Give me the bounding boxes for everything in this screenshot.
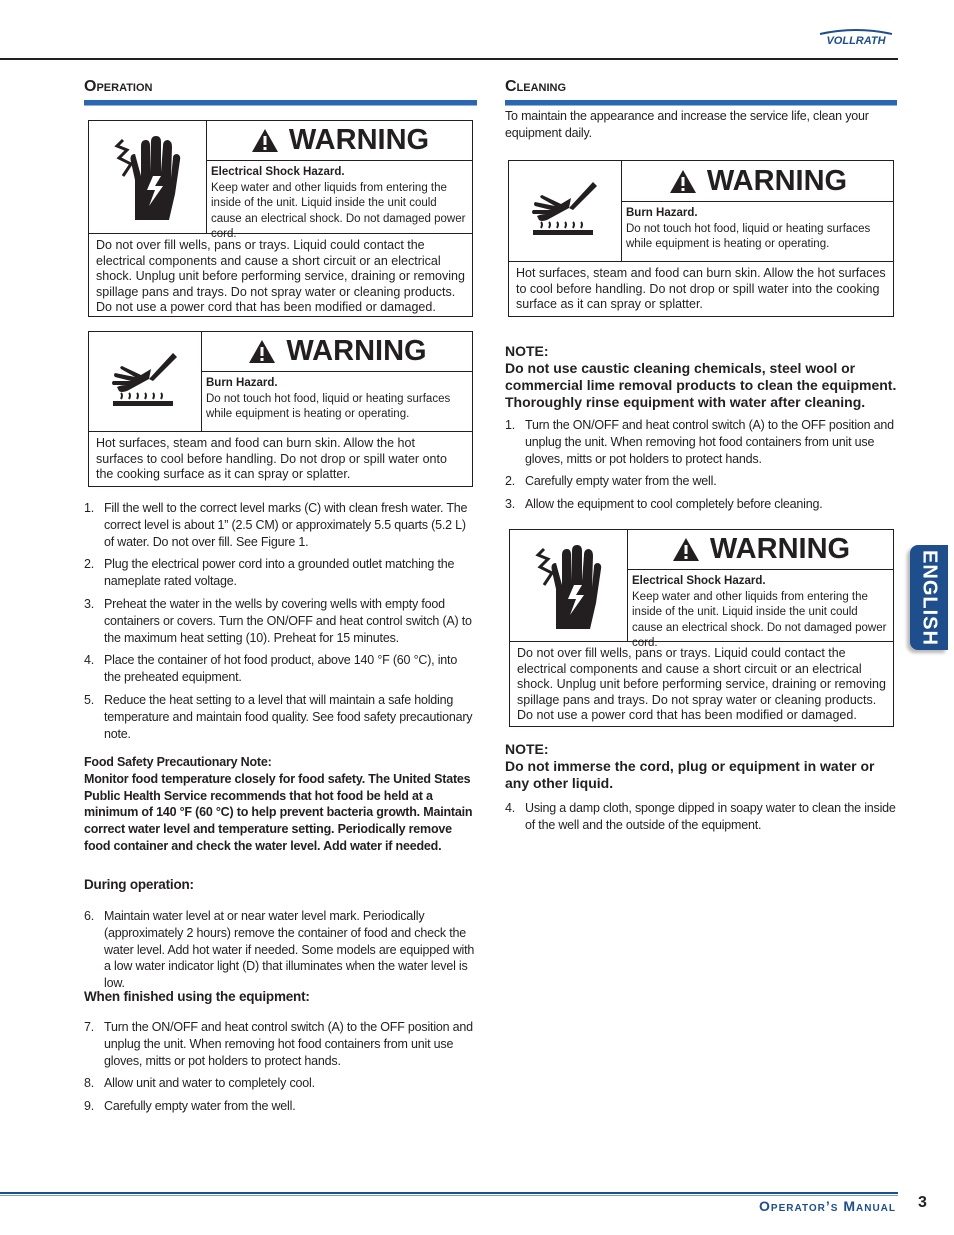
- food-safety-text: Monitor food temperature closely for food safety. The United States Public Health Service recommends that hot food be held at a minimum of 140 °F (60 °C) to help prevent bacteria growth. Maintain correct water level and temperature setting. Periodically remove food container and check the water level. Add water if needed.: [84, 771, 473, 853]
- list-item: 3. Preheat the water in the wells by covering wells with empty food containers or covers. Turn the ON/OFF and heat control switch (A) to the maximum heat setting (10). Preheat for 15 minutes.: [84, 596, 472, 645]
- header-rule: [0, 58, 898, 60]
- list-item: 9. Carefully empty water from the well.: [84, 1099, 296, 1114]
- when-finished-heading: When finished using the equipment:: [84, 989, 310, 1004]
- warning-title: WARNING: [207, 121, 473, 161]
- note-text: Do not use caustic cleaning chemicals, steel wool or commercial lime removal products to clean the equipment. Thoroughly rinse equipment with water after cleaning.: [505, 360, 897, 410]
- hazard-description: [202, 372, 473, 432]
- hazard-title: Burn Hazard.: [206, 377, 278, 389]
- hazard-description: [207, 161, 473, 240]
- list-item: 4. Using a damp cloth, sponge dipped in soapy water to clean the inside of the well and the outside of the equipment.: [505, 801, 896, 832]
- operation-heading-rule: [84, 100, 477, 106]
- burn-hazard-hand-icon: [509, 161, 622, 262]
- list-item: 4. Place the container of hot food product, above 140 °F (60 °C), into the preheated equipment.: [84, 653, 458, 685]
- warning-body: Hot surfaces, steam and food can burn skin. Allow the hot surfaces to cool before handling. Do not drop or spill water onto the cooking surface as it can spray or splatter.: [96, 436, 447, 481]
- note-label: NOTE:: [505, 343, 549, 359]
- warning-triangle-icon: [669, 169, 697, 194]
- hazard-description: [628, 570, 894, 649]
- warning-body: Do not over fill wells, pans or trays. Liquid could contact the electrical components and cause a short circuit or an electrical shock. Unplug unit before performing service, draining or removing spillage pans and trays. Do not spray water or cleaning products. Do not use a power cord that has been modified or damaged.: [517, 646, 886, 722]
- list-item: 8. Allow unit and water to completely cool.: [84, 1076, 315, 1091]
- list-item: 3. Allow the equipment to cool completely before cleaning.: [505, 497, 823, 512]
- hazard-title: Electrical Shock Hazard.: [211, 166, 345, 178]
- list-item: 2. Plug the electrical power cord into a grounded outlet matching the nameplate rated voltage.: [84, 557, 455, 589]
- operation-heading: Operation: [84, 78, 153, 95]
- brand-name: VOLLRATH: [826, 35, 886, 47]
- cleaning-note: [505, 741, 900, 792]
- vollrath-logo: [818, 28, 894, 48]
- note-label: NOTE:: [505, 741, 549, 757]
- warning-body: Do not over fill wells, pans or trays. Liquid could contact the electrical components and cause a short circuit or an electrical shock. Unplug unit before performing service, draining or removing spillage pans and trays. Do not spray water or cleaning products. Do not use a power cord that has been modified or damaged.: [96, 238, 465, 314]
- warning-title: WARNING: [202, 332, 473, 372]
- during-operation-heading: During operation:: [84, 877, 194, 892]
- when-finished-steps: [84, 1019, 484, 1121]
- burn-hazard-hand-icon: [89, 332, 202, 432]
- language-tab: [910, 545, 948, 650]
- warning-triangle-icon: [248, 339, 276, 364]
- warning-box-electrical: [88, 120, 473, 317]
- list-item: 5. Reduce the heat setting to a level that will maintain a safe holding temperature and maintain food quality. See food safety precautionary note.: [84, 692, 473, 741]
- note-text: Do not immerse the cord, plug or equipment in water or any other liquid.: [505, 758, 875, 791]
- food-safety-note: [84, 754, 477, 855]
- cleaning-heading-rule: [505, 100, 897, 106]
- warning-body: Hot surfaces, steam and food can burn skin. Allow the hot surfaces to cool before handling. Do not drop or spill water into the cooking surface as it can spray or splatter.: [516, 266, 886, 311]
- cleaning-note: [505, 343, 900, 411]
- list-item: 1. Fill the well to the correct level marks (C) with clean fresh water. The correct level is about 1” (2.5 CM) or approximately 5.5 quarts (5.2 L) of water. Do not over fill. See Figure 1.: [84, 501, 468, 549]
- food-safety-title: Food Safety Precautionary Note:: [84, 755, 272, 769]
- electrical-shock-hand-icon: [510, 530, 628, 642]
- hazard-title: Electrical Shock Hazard.: [632, 575, 766, 587]
- hazard-text: Do not touch hot food, liquid or heating surfaces while equipment is heating or operating.: [626, 222, 871, 250]
- list-item: 2. Carefully empty water from the well.: [505, 474, 717, 489]
- list-item: 1. Turn the ON/OFF and heat control switch (A) to the OFF position and unplug the unit. When removing hot food containers from unit use gloves, mitts or pot holders to protect hands.: [505, 418, 894, 466]
- cleaning-intro: To maintain the appearance and increase the service life, clean your equipment daily.: [505, 109, 869, 140]
- hazard-title: Burn Hazard.: [626, 207, 698, 219]
- electrical-shock-hand-icon: [89, 121, 207, 234]
- page-number: 3: [918, 1194, 927, 1211]
- warning-triangle-icon: [251, 128, 279, 153]
- list-item: 7. Turn the ON/OFF and heat control switch (A) to the OFF position and unplug the unit. When removing hot food containers from unit use gloves, mitts or pot holders to protect hands.: [84, 1020, 473, 1068]
- cleaning-steps-list: [505, 417, 900, 519]
- cleaning-steps-list-final: [505, 800, 900, 840]
- operation-steps-list: [84, 500, 477, 748]
- language-tab-label: ENGLISH: [918, 549, 941, 646]
- warning-title: WARNING: [622, 161, 894, 202]
- warning-box-burn: [508, 160, 894, 317]
- footer-manual-title: Operator’s Manual: [759, 1198, 896, 1214]
- footer-rule: [0, 1192, 898, 1194]
- warning-title: WARNING: [628, 530, 894, 570]
- warning-box-burn: [88, 331, 473, 487]
- list-item: 6. Maintain water level at or near water level mark. Periodically (approximately 2 hours) remove the container of food and check the water level. Add hot water if needed. Some models are equipped with a low water indicator light (D) that illuminates when the water level is low.: [84, 909, 475, 991]
- footer-rule-thin: [0, 1195, 898, 1196]
- hazard-description: [622, 202, 894, 262]
- warning-triangle-icon: [672, 537, 700, 562]
- warning-box-electrical: [509, 529, 894, 727]
- cleaning-heading: Cleaning: [505, 78, 567, 95]
- hazard-text: Keep water and other liquids from entering the inside of the unit. Liquid inside the unit could cause an electrical shock. Do not damaged power cord.: [632, 590, 887, 649]
- hazard-text: Do not touch hot food, liquid or heating surfaces while equipment is heating or operating.: [206, 392, 451, 420]
- hazard-text: Keep water and other liquids from entering the inside of the unit. Liquid inside the unit could cause an electrical shock. Do not damaged power cord.: [211, 181, 466, 240]
- during-operation-steps: [84, 908, 477, 998]
